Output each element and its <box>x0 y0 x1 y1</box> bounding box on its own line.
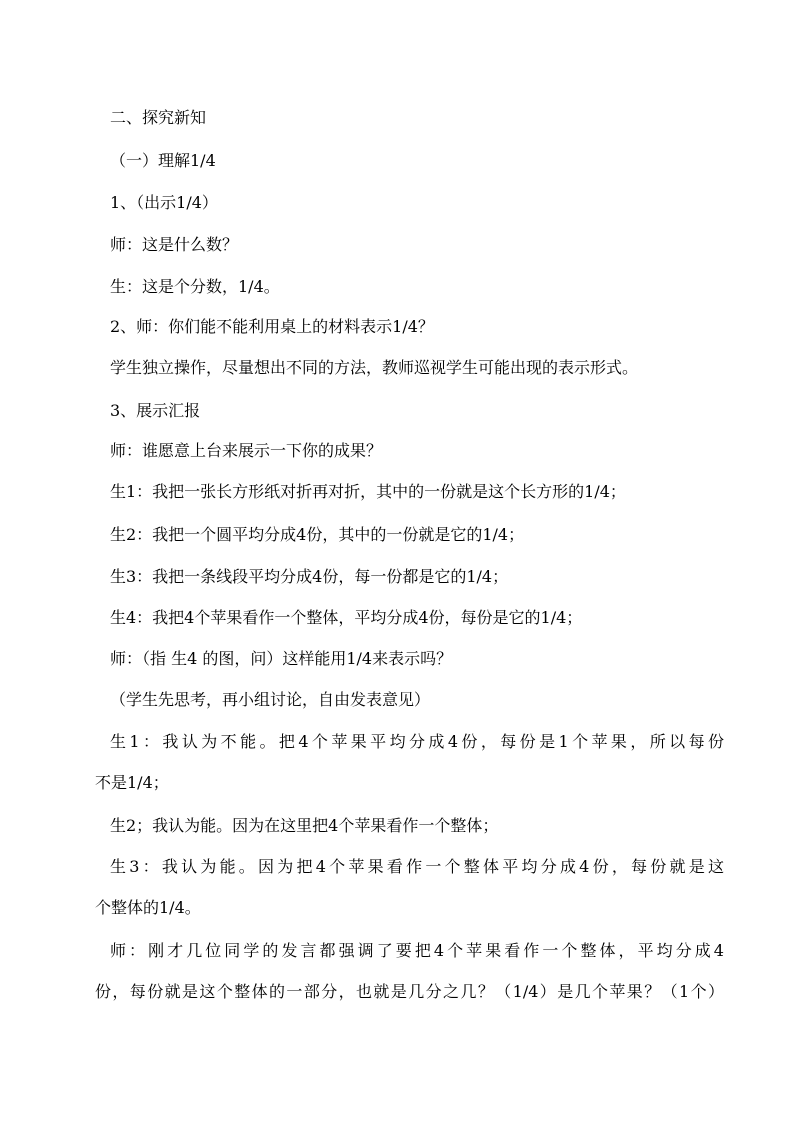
paragraph-line: 生2：我把一个圆平均分成4份，其中的一份就是它的1/4； <box>110 525 525 544</box>
paragraph-line: 生：这是个分数，1/4。 <box>110 277 280 296</box>
paragraph-line: 生1：我认为不能。把4个苹果平均分成4份，每份是1个苹果，所以每份 <box>110 732 724 751</box>
paragraph-line: 1、（出示1/4） <box>110 193 218 212</box>
subsection-heading: （一）理解1/4 <box>110 151 216 170</box>
paragraph-line: 师：谁愿意上台来展示一下你的成果？ <box>110 441 383 460</box>
paragraph-line: 师：刚才几位同学的发言都强调了要把4个苹果看作一个整体，平均分成4 <box>110 941 724 960</box>
paragraph-line: 师：（指 生4 的图，问）这样能用1/4来表示吗？ <box>110 649 453 668</box>
paragraph-line: 份，每份就是这个整体的一部分，也就是几分之几？（1/4）是几个苹果？（1个） <box>95 982 724 1001</box>
paragraph-line: 生2；我认为能。因为在这里把4个苹果看作一个整体； <box>110 816 499 835</box>
section-heading: 二、探究新知 <box>110 108 207 127</box>
paragraph-line: 不是1/4； <box>95 773 169 792</box>
paragraph-line: （学生先思考，再小组讨论，自由发表意见） <box>110 690 431 709</box>
paragraph-line: 生3：我把一条线段平均分成4份，每一份都是它的1/4； <box>110 567 509 586</box>
paragraph-line: 生1：我把一张长方形纸对折再对折，其中的一份就是这个长方形的1/4； <box>110 482 626 501</box>
paragraph-line: 师：这是什么数？ <box>110 235 239 254</box>
paragraph-line: 个整体的1/4。 <box>95 898 201 917</box>
paragraph-line: 生4：我把4个苹果看作一个整体，平均分成4份，每份是它的1/4； <box>110 608 583 627</box>
paragraph-line: 学生独立操作，尽量想出不同的方法，教师巡视学生可能出现的表示形式。 <box>110 358 639 377</box>
paragraph-line: 3、展示汇报 <box>110 401 201 420</box>
paragraph-line: 生3：我认为能。因为把4个苹果看作一个整体平均分成4份，每份就是这 <box>110 857 724 876</box>
paragraph-line: 2、师：你们能不能利用桌上的材料表示1/4？ <box>110 317 434 336</box>
